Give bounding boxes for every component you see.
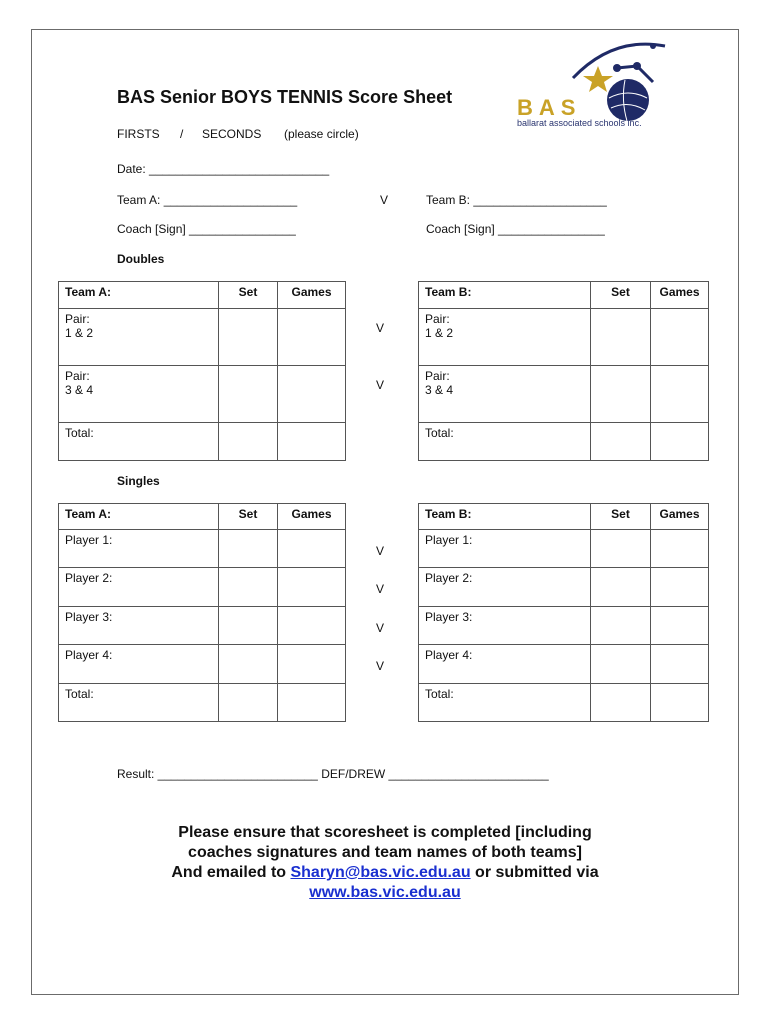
pair-label: Pair:: [65, 369, 90, 383]
set-cell[interactable]: [591, 309, 651, 366]
set-header: Set: [591, 282, 651, 309]
games-header: Games: [278, 504, 346, 530]
doubles-team-a-table: [58, 281, 346, 461]
games-cell[interactable]: [651, 568, 709, 607]
player-label: Player 4:: [419, 645, 591, 684]
set-cell[interactable]: [591, 645, 651, 684]
games-cell[interactable]: [278, 568, 346, 607]
firsts-option: FIRSTS: [117, 127, 160, 141]
email-link[interactable]: Sharyn@bas.vic.edu.au: [290, 864, 471, 881]
pair-label: Pair:: [425, 369, 450, 383]
total-label: Total:: [59, 423, 219, 461]
pair-cell: [59, 366, 219, 423]
doubles-heading: Doubles: [117, 252, 165, 266]
set-header: Set: [219, 282, 278, 309]
player-label: Player 2:: [419, 568, 591, 607]
instructions-line-3: [0, 863, 770, 883]
website-link[interactable]: www.bas.vic.edu.au: [309, 884, 461, 901]
player-label: Player 1:: [59, 530, 219, 568]
set-cell[interactable]: [591, 530, 651, 568]
pair-players: 1 & 2: [65, 326, 94, 340]
singles-team-a-header: Team A:: [59, 504, 219, 530]
set-cell[interactable]: [219, 645, 278, 684]
seconds-option: SECONDS: [202, 127, 262, 141]
player-label: Player 3:: [419, 607, 591, 645]
pair2-versus: V: [376, 378, 385, 392]
doubles-team-b-table: [418, 281, 709, 461]
instructions-line-1: Please ensure that scoresheet is completed [including: [178, 824, 592, 841]
instructions-line-2: coaches signatures and team names of both teams]: [188, 844, 582, 861]
set-header: Set: [219, 504, 278, 530]
games-header: Games: [651, 282, 709, 309]
date-field[interactable]: Date: ___________________________: [117, 162, 330, 176]
set-cell[interactable]: [219, 607, 278, 645]
set-cell[interactable]: [591, 607, 651, 645]
pair-cell: [419, 366, 591, 423]
pair-label: Pair:: [425, 312, 450, 326]
games-total-cell[interactable]: [278, 684, 346, 722]
set-total-cell[interactable]: [219, 684, 278, 722]
total-label: Total:: [59, 684, 219, 722]
result-line[interactable]: Result: ________________________ DEF/DREW ________________________: [117, 767, 549, 781]
player2-versus: V: [376, 582, 385, 596]
games-cell[interactable]: [278, 645, 346, 684]
player3-versus: V: [376, 621, 385, 635]
player-label: Player 3:: [59, 607, 219, 645]
games-header: Games: [651, 504, 709, 530]
doubles-team-b-header: Team B:: [419, 282, 591, 309]
games-cell[interactable]: [651, 309, 709, 366]
games-cell[interactable]: [651, 366, 709, 423]
singles-team-b-header: Team B:: [419, 504, 591, 530]
games-cell[interactable]: [651, 645, 709, 684]
set-cell[interactable]: [219, 366, 278, 423]
games-cell[interactable]: [278, 366, 346, 423]
player-label: Player 4:: [59, 645, 219, 684]
instructions-email-prefix: And emailed to: [171, 864, 291, 881]
bas-logo: [513, 38, 673, 130]
total-label: Total:: [419, 423, 591, 461]
pair-cell: [419, 309, 591, 366]
player-label: Player 2:: [59, 568, 219, 607]
doubles-team-a-header: Team A:: [59, 282, 219, 309]
games-cell[interactable]: [651, 530, 709, 568]
logo-letters: BAS: [517, 95, 582, 120]
set-cell[interactable]: [219, 530, 278, 568]
set-header: Set: [591, 504, 651, 530]
games-cell[interactable]: [651, 607, 709, 645]
set-total-cell[interactable]: [591, 684, 651, 722]
submission-instructions: [0, 823, 770, 903]
games-total-cell[interactable]: [651, 684, 709, 722]
team-a-field[interactable]: Team A: ____________________: [117, 193, 298, 207]
player4-versus: V: [376, 659, 385, 673]
games-cell[interactable]: [278, 309, 346, 366]
please-circle-note: (please circle): [284, 127, 359, 141]
pair-players: 3 & 4: [425, 383, 454, 397]
set-cell[interactable]: [591, 366, 651, 423]
logo-tagline: ballarat associated schools inc.: [517, 118, 642, 128]
player-label: Player 1:: [419, 530, 591, 568]
pair-players: 3 & 4: [65, 383, 94, 397]
set-cell[interactable]: [219, 309, 278, 366]
total-label: Total:: [419, 684, 591, 722]
versus-label: V: [380, 193, 389, 207]
team-b-field[interactable]: Team B: ____________________: [426, 193, 607, 207]
games-cell[interactable]: [278, 607, 346, 645]
pair1-versus: V: [376, 321, 385, 335]
set-cell[interactable]: [219, 568, 278, 607]
pair-players: 1 & 2: [425, 326, 454, 340]
set-cell[interactable]: [591, 568, 651, 607]
games-total-cell[interactable]: [651, 423, 709, 461]
games-total-cell[interactable]: [278, 423, 346, 461]
player1-versus: V: [376, 544, 385, 558]
games-cell[interactable]: [278, 530, 346, 568]
singles-heading: Singles: [117, 474, 160, 488]
singles-team-a-table: [58, 503, 346, 722]
games-header: Games: [278, 282, 346, 309]
coach-a-sign-field[interactable]: Coach [Sign] ________________: [117, 222, 296, 236]
pair-label: Pair:: [65, 312, 90, 326]
pair-cell: [59, 309, 219, 366]
set-total-cell[interactable]: [219, 423, 278, 461]
coach-b-sign-field[interactable]: Coach [Sign] ________________: [426, 222, 605, 236]
instructions-email-suffix: or submitted via: [470, 864, 599, 881]
singles-team-b-table: [418, 503, 709, 722]
option-separator: /: [180, 127, 184, 141]
set-total-cell[interactable]: [591, 423, 651, 461]
page-title: BAS Senior BOYS TENNIS Score Sheet: [117, 87, 453, 107]
